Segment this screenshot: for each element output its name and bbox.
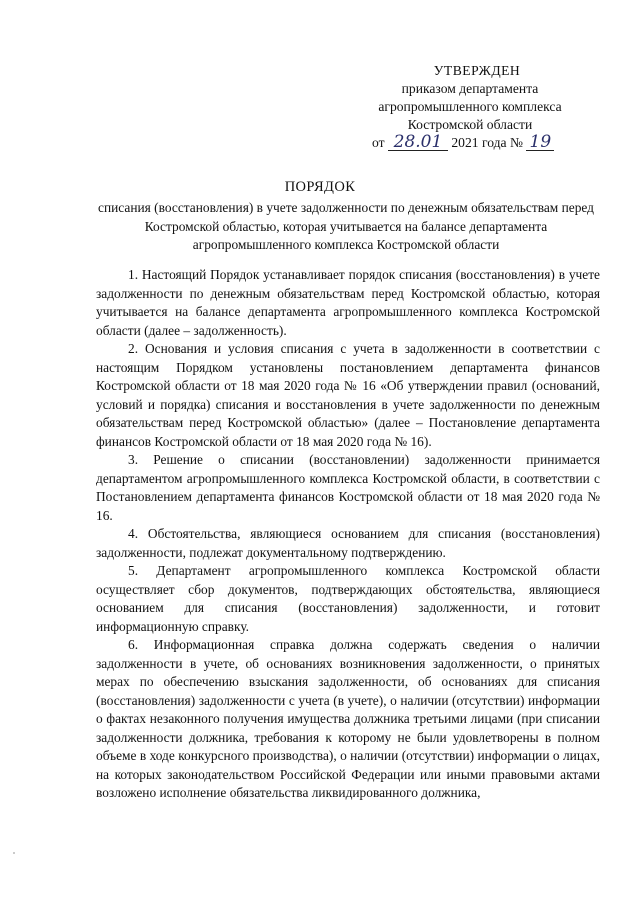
document-subtitle: списания (восстановления) в учете задолженности по денежным обязательствам перед Костромской областью, которая учитывается на балансе департамента агропромышленного комплекса Костромской области [98,200,594,252]
paragraph-1: 1. Настоящий Порядок устанавливает порядок списания (восстановления) в учете задолженности по денежным обязательствам перед Костромской областью, которая учитывается на балансе департамента агропромышленного комплекса Костромской области (далее – задолженность). [96,267,600,338]
date-prefix: от [372,135,385,150]
paragraph-5: 5. Департамент агропромышленного комплекса Костромской области осуществляет сбор документов, подтверждающих обстоятельства, являющиеся основанием для списания (восстановления) задолженности, и готовит информационную справку. [96,563,600,634]
approval-line-2: агропромышленного комплекса [378,99,562,114]
paragraph-2: 2. Основания и условия списания с учета в задолженности в соответствии с настоящим Порядком установлены постановлением департамента финансов Костромской области от 18 мая 2020 года № 16 «Об утверждении правил (оснований, условий и порядка) списания и восстановления в учете задолженности по денежным обязательствам перед Костромской областью» (далее – Постановление департамента финансов Костромской области от 18 мая 2020 года № 16). [96,341,600,449]
approval-title: УТВЕРЖДЕН [433,63,521,78]
paragraph-3: 3. Решение о списании (восстановлении) задолженности принимается департаментом агропромышленного комплекса Костромской области, в соответствии с Постановлением департамента финансов Костромской области от 18 мая 2020 года № 16. [96,452,600,523]
year-text: 2021 года № [451,135,523,150]
paragraph-4: 4. Обстоятельства, являющиеся основанием для списания (восстановления) задолженности, подлежат документальному подтверждению. [96,526,600,560]
handwritten-number: 19 [526,134,554,151]
document-title: ПОРЯДОК [284,179,356,195]
document-body [96,266,600,803]
paragraph-6: 6. Информационная справка должна содержать сведения о наличии задолженности в учете, об основаниях возникновения задолженности, о принятых мерах по обеспечению взыскания задолженности, об основаниях для списания (восстановления) задолженности с учета (в учете), о наличии (отсутствии) информации о фактах незаконного получения имущества должника третьими лицами (при списании задолженности должника, требования к которому не были удовлетворены в полном объеме в ходе конкурсного производства), о наличии (отсутствии) информации о лицах, на которых законодательством Российской Федерации или иными правовыми актами возложено исполнение обязательства ликвидированного должника, [96,637,600,800]
handwritten-date: 28.01 [388,134,448,151]
scan-speck [13,852,15,854]
approval-date-line [350,134,590,152]
approval-line-1: приказом департамента [401,81,539,96]
approval-line-3: Костромской области [407,117,533,132]
approval-stamp [350,62,590,152]
